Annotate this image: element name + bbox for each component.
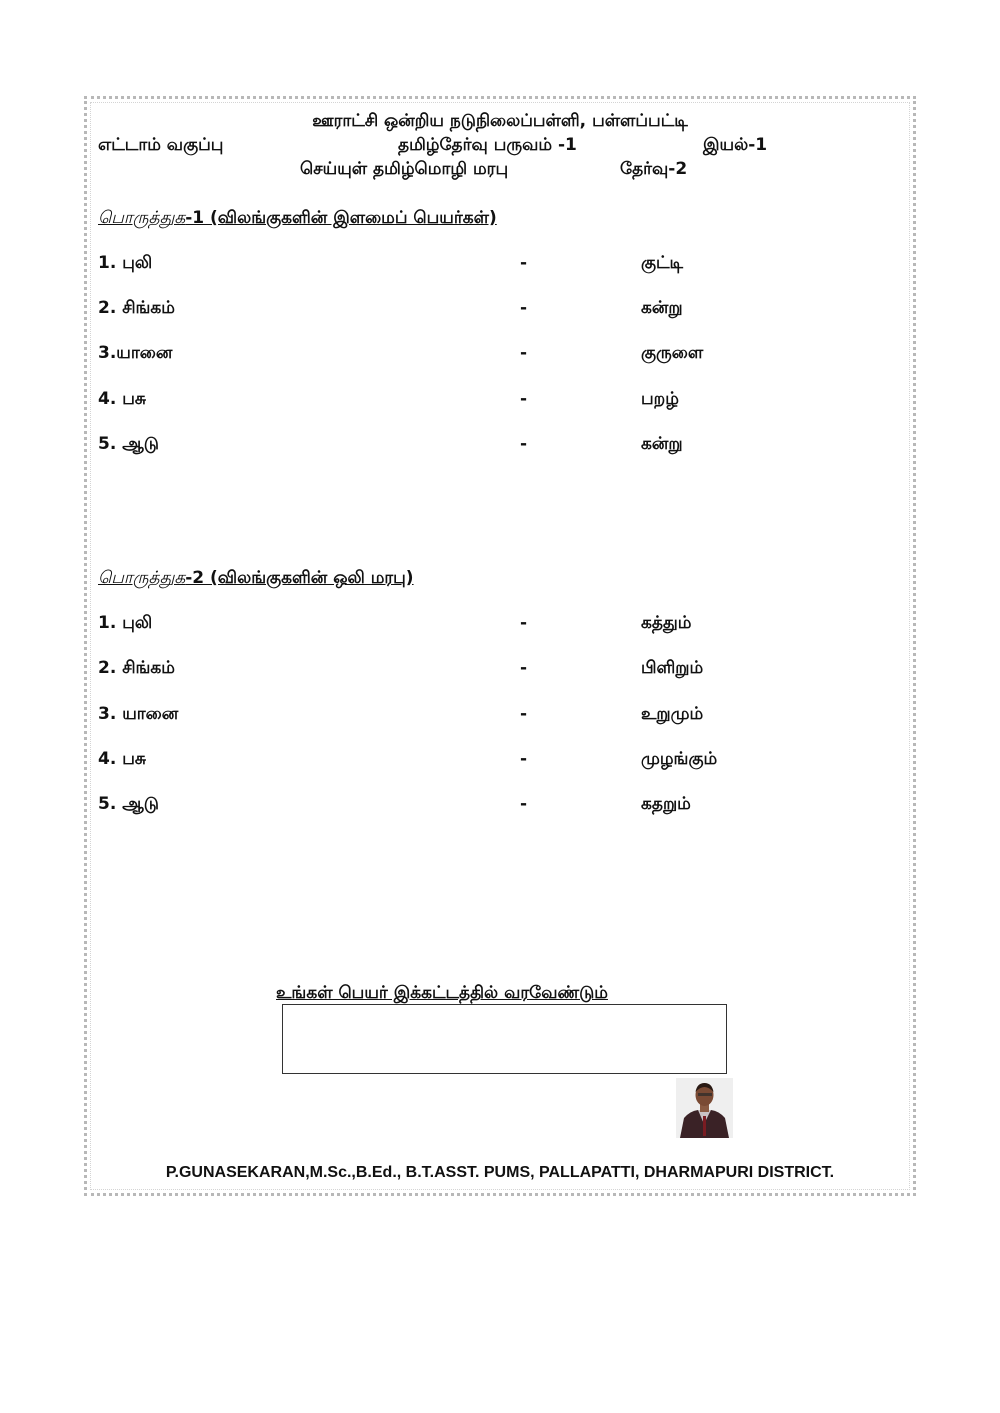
test-label: தேர்வு-2: [620, 159, 688, 179]
match-question: 3.யானை: [98, 343, 173, 363]
match-row: [98, 658, 798, 682]
match-row: [98, 613, 798, 637]
match-dash: -: [520, 658, 528, 678]
section1-title-italic: பொருத்துக: [98, 208, 186, 228]
match-row: [98, 794, 798, 818]
match-row: [98, 749, 798, 773]
section2-title-italic: பொருத்துக: [98, 568, 186, 588]
name-input-box[interactable]: [282, 1004, 727, 1074]
match-answer[interactable]: பிளிறும்: [641, 658, 704, 678]
match-question: 1. புலி: [98, 253, 153, 273]
match-dash: -: [520, 794, 528, 814]
match-dash: -: [520, 749, 528, 769]
name-prompt: உங்கள் பெயர் இக்கட்டத்தில் வரவேண்டும்: [276, 983, 608, 1003]
section2-title: [98, 567, 414, 589]
match-question: 5. ஆடு: [98, 434, 159, 454]
match-row: [98, 704, 798, 728]
match-question: 4. பசு: [98, 749, 146, 769]
match-answer[interactable]: கதறும்: [641, 794, 691, 814]
match-dash: -: [520, 298, 528, 318]
match-dash: -: [520, 389, 528, 409]
section1-title: [98, 207, 497, 229]
match-answer[interactable]: பறழ்: [641, 389, 679, 409]
match-row: [98, 434, 798, 458]
class-label: எட்டாம் வகுப்பு: [98, 135, 224, 155]
match-question: 4. பசு: [98, 389, 146, 409]
match-dash: -: [520, 613, 528, 633]
match-dash: -: [520, 343, 528, 363]
match-question: 2. சிங்கம்: [98, 298, 175, 318]
match-question: 3. யானை: [98, 704, 179, 724]
match-answer[interactable]: குட்டி: [641, 253, 684, 273]
match-answer[interactable]: கன்று: [641, 298, 683, 318]
match-row: [98, 389, 798, 413]
match-row: [98, 298, 798, 322]
match-answer[interactable]: குருளை: [641, 343, 704, 363]
match-row: [98, 343, 798, 367]
match-dash: -: [520, 434, 528, 454]
footer-credit: P.GUNASEKARAN,M.Sc.,B.Ed., B.T.ASST. PUMS, PALLAPATTI, DHARMAPURI DISTRICT.: [165, 1164, 835, 1181]
match-answer[interactable]: முழங்கும்: [641, 749, 718, 769]
match-dash: -: [520, 253, 528, 273]
unit-label: இயல்-1: [703, 135, 768, 155]
match-answer[interactable]: உறுமும்: [641, 704, 704, 724]
match-question: 5. ஆடு: [98, 794, 159, 814]
match-row: [98, 253, 798, 277]
match-question: 1. புலி: [98, 613, 153, 633]
match-question: 2. சிங்கம்: [98, 658, 175, 678]
school-name: ஊராட்சி ஒன்றிய நடுநிலைப்பள்ளி, பள்ளப்பட்டி: [312, 111, 688, 131]
match-dash: -: [520, 704, 528, 724]
subject-label: செய்யுள் தமிழ்மொழி மரபு: [300, 159, 509, 179]
author-photo: [676, 1078, 733, 1138]
match-answer[interactable]: கத்தும்: [641, 613, 692, 633]
match-answer[interactable]: கன்று: [641, 434, 683, 454]
section1-title-rest: -1 (விலங்குகளின் இளமைப் பெயர்கள்): [185, 208, 497, 228]
exam-label: தமிழ்தேர்வு பருவம் -1: [398, 135, 577, 155]
section2-title-rest: -2 (விலங்குகளின் ஒலி மரபு): [185, 568, 414, 588]
